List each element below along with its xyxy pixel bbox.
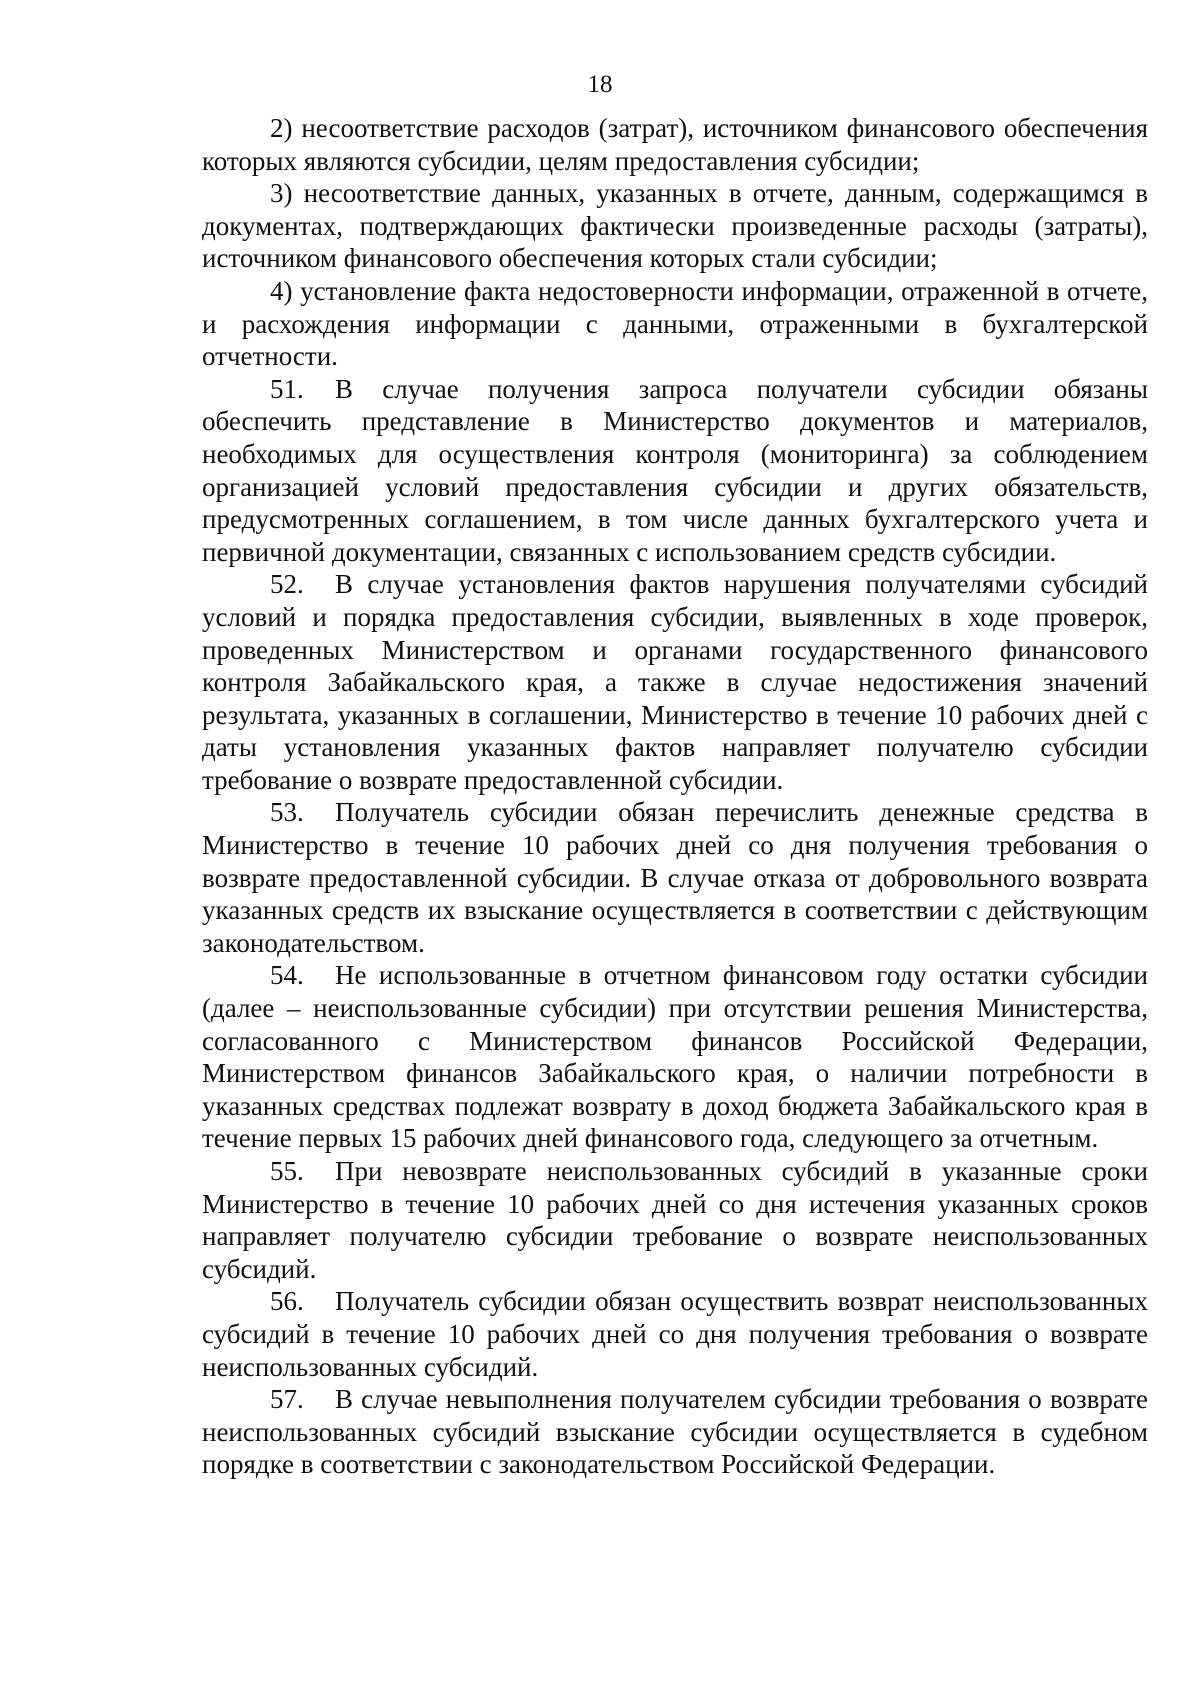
paragraph-55 — [202, 1155, 1148, 1285]
paragraph-57 — [202, 1383, 1148, 1481]
paragraph-text: Не использованные в отчетном финансовом году остатки субсидии (далее – неиспользованные субсидии) при отсутствии решения Министерства, согласованного с Министерством финансов Российской Федерации, Министерством финансов Забайкальского края, о наличии потребности в указанных средствах подлежат возврату в доход бюджета Забайкальского края в течение первых 15 рабочих дней финансового года, следующего за отчетным. — [202, 960, 1148, 1154]
paragraph-item-3 — [202, 177, 1148, 275]
paragraph-text: При невозврате неиспользованных субсидий в указанные сроки Министерство в течение 10 рабочих дней со дня истечения указанных сроков направляет получателю субсидии требование о возврате неиспользованных субсидий. — [202, 1156, 1148, 1284]
paragraph-number: 54. — [270, 960, 304, 991]
paragraph-text: Получатель субсидии обязан перечислить денежные средства в Министерство в течение 10 рабочих дней со дня получения требования о возврате предоставленной субсидии. В случае отказа от добровольного возврата указанных средств их взыскание осуществляется в соответствии с действующим законодательством. — [202, 797, 1148, 958]
paragraph-number: 52. — [270, 569, 304, 600]
paragraph-53 — [202, 796, 1148, 959]
paragraph-text: В случае установления фактов нарушения получателями субсидий условий и порядка предоставления субсидии, выявленных в ходе проверок, проведенных Министерством и органами государственного финансового контроля Забайкальского края, а также в случае недостижения значений результата, указанных в соглашении, Министерство в течение 10 рабочих дней с даты установления указанных фактов направляет получателю субсидии требование о возврате предоставленной субсидии. — [202, 569, 1148, 795]
paragraph-52 — [202, 568, 1148, 796]
paragraph-number: 53. — [270, 797, 304, 828]
paragraph-text: 3) несоответствие данных, указанных в отчете, данным, содержащимся в документах, подтверждающих фактически произведенные расходы (затраты), источником финансового обеспечения которых стали субсидии; — [202, 178, 1148, 274]
paragraph-text: Получатель субсидии обязан осуществить возврат неиспользованных субсидий в течение 10 рабочих дней со дня получения требования о возврате неиспользованных субсидий. — [202, 1286, 1148, 1382]
paragraph-number: 56. — [270, 1286, 304, 1317]
paragraph-number: 57. — [270, 1384, 304, 1415]
paragraph-54 — [202, 959, 1148, 1155]
paragraph-number: 51. — [270, 373, 304, 404]
document-body — [202, 112, 1148, 1481]
paragraph-text: 2) несоответствие расходов (затрат), источником финансового обеспечения которых являются субсидии, целям предоставления субсидии; — [202, 113, 1148, 176]
page-number: 18 — [587, 71, 613, 98]
paragraph-text: В случае получения запроса получатели субсидии обязаны обеспечить представление в Министерство документов и материалов, необходимых для осуществления контроля (мониторинга) за соблюдением организацией условий предоставления субсидии и других обязательств, предусмотренных соглашением, в том числе данных бухгалтерского учета и первичной документации, связанных с использованием средств субсидии. — [202, 373, 1148, 567]
paragraph-text: В случае невыполнения получателем субсидии требования о возврате неиспользованных субсидий взыскание субсидии осуществляется в судебном порядке в соответствии с законодательством Российской Федерации. — [202, 1384, 1148, 1480]
paragraph-item-2 — [202, 112, 1148, 177]
paragraph-text: 4) установление факта недостоверности информации, отраженной в отчете, и расхождения информации с данными, отраженными в бухгалтерской отчетности. — [202, 275, 1148, 372]
paragraph-56 — [202, 1285, 1148, 1383]
paragraph-51 — [202, 373, 1148, 569]
paragraph-number: 55. — [270, 1156, 304, 1186]
paragraph-item-4 — [202, 275, 1148, 373]
